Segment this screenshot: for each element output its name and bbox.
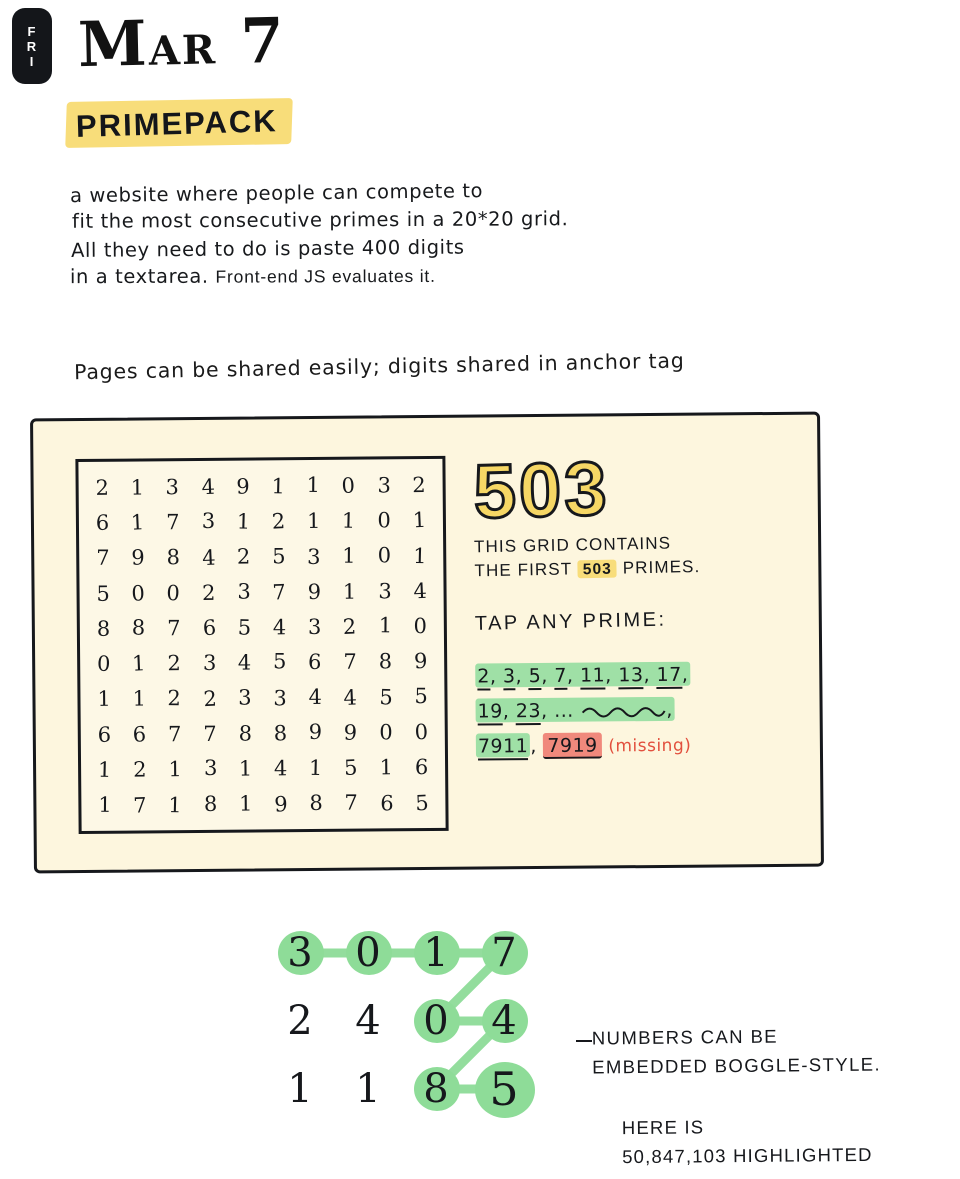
digit-grid[interactable] [78, 459, 445, 831]
grid-digit[interactable]: 1 [412, 543, 427, 568]
grid-digit[interactable]: 3 [376, 472, 391, 498]
grid-digit[interactable]: 6 [201, 615, 217, 641]
grid-digit[interactable]: 7 [271, 579, 287, 605]
boggle-side-note [592, 1020, 881, 1081]
grid-digit[interactable]: 0 [379, 720, 393, 745]
prime-list-ellipsis: ... [554, 699, 574, 722]
grid-digit[interactable]: 9 [236, 474, 250, 499]
grid-digit[interactable]: 2 [167, 685, 182, 710]
description-line-1: a website where people can compete to [69, 179, 484, 208]
description-line-4a: in a textarea. [69, 264, 209, 289]
badge-line-3: I [29, 53, 35, 69]
bottom-note-line-2 [622, 1140, 873, 1171]
prime-count-caption [474, 529, 805, 584]
grid-digit[interactable]: 3 [202, 650, 217, 676]
boggle-cell[interactable]: 2 [287, 998, 313, 1044]
grid-digit[interactable]: 8 [378, 649, 393, 674]
boggle-cell[interactable]: 0 [340, 925, 396, 981]
grid-digit[interactable]: 5 [414, 683, 428, 708]
prime-count-container [472, 445, 804, 535]
grid-digit[interactable]: 2 [342, 614, 358, 639]
prime-item[interactable]: 7 [554, 665, 567, 690]
grid-digit[interactable]: 1 [306, 472, 321, 497]
grid-digit[interactable]: 9 [307, 579, 322, 604]
prime-item[interactable]: 7911 [478, 735, 529, 760]
day-of-week-badge [12, 8, 52, 84]
grid-digit[interactable]: 8 [131, 615, 146, 640]
grid-digit[interactable]: 2 [133, 757, 147, 782]
grid-digit[interactable]: 1 [308, 755, 323, 781]
grid-digit[interactable]: 7 [132, 792, 148, 818]
grid-digit[interactable]: 1 [130, 475, 145, 500]
grid-digit[interactable]: 0 [413, 613, 428, 638]
caption-count-highlight: 503 [578, 560, 618, 579]
boggle-cell[interactable]: 5 [476, 1061, 532, 1117]
caption-line-2-after: PRIMES. [622, 556, 701, 578]
grid-digit[interactable]: 4 [272, 615, 287, 640]
mock-app-window [30, 412, 824, 874]
project-name-highlight [65, 98, 292, 148]
boggle-diagram [272, 925, 582, 1140]
caption-line-2-before: THE FIRST [474, 559, 573, 581]
prime-list-row-3[interactable]: 7911, 7919 (missing) [476, 727, 806, 766]
grid-digit[interactable]: 3 [201, 508, 215, 533]
highlighted-number: 50,847,103 [622, 1145, 727, 1168]
grid-digit[interactable]: 8 [309, 791, 323, 816]
badge-line-1: F [27, 23, 37, 39]
grid-digit[interactable]: 1 [97, 687, 111, 712]
caption-line-2 [474, 553, 804, 584]
grid-digit[interactable]: 5 [237, 615, 252, 640]
grid-digit[interactable]: 4 [343, 684, 358, 710]
tap-any-prime-label: TAP ANY PRIME: [474, 608, 667, 635]
boggle-cell[interactable]: 1 [408, 925, 464, 981]
grid-digit[interactable]: 0 [166, 580, 181, 605]
digit-grid-box[interactable] [75, 456, 448, 834]
grid-digit[interactable]: 1 [379, 755, 394, 780]
grid-digit[interactable]: 4 [237, 650, 252, 675]
prime-list-row-2[interactable] [475, 692, 805, 730]
project-name-container [66, 98, 292, 148]
grid-digit[interactable]: 1 [412, 507, 427, 533]
boggle-cell[interactable]: 4 [355, 998, 381, 1044]
grid-digit[interactable]: 5 [272, 649, 287, 674]
grid-digit[interactable]: 3 [273, 685, 288, 710]
grid-digit[interactable]: 4 [273, 756, 288, 781]
title-day: 7 [239, 3, 287, 78]
title-month-initial: M [77, 6, 150, 82]
prime-item[interactable]: 11 [580, 664, 605, 689]
highlighted-number-note [622, 1111, 873, 1171]
prime-item[interactable]: 19 [478, 700, 503, 725]
grid-digit[interactable]: 6 [132, 721, 147, 747]
share-note: Pages can be shared easily; digits shared in anchor tag [73, 348, 685, 385]
grid-digit[interactable]: 1 [306, 508, 321, 533]
grid-digit[interactable]: 1 [168, 757, 182, 782]
grid-digit[interactable]: 5 [343, 755, 359, 780]
grid-digit[interactable]: 4 [308, 685, 323, 710]
grid-digit[interactable]: 4 [412, 578, 428, 603]
prime-item[interactable]: 23 [516, 700, 541, 725]
grid-digit[interactable]: 7 [203, 721, 217, 746]
grid-digit[interactable]: 9 [273, 791, 289, 816]
grid-digit[interactable]: 6 [379, 790, 394, 815]
boggle-cell[interactable]: 3 [272, 925, 328, 981]
grid-digit[interactable]: 1 [271, 473, 286, 499]
grid-digit[interactable]: 1 [341, 508, 356, 533]
badge-line-2: R [26, 38, 38, 54]
grid-digit[interactable]: 7 [167, 721, 182, 746]
grid-digit[interactable]: 1 [342, 542, 357, 567]
grid-digit[interactable]: 0 [377, 508, 391, 533]
prime-item[interactable]: 5 [529, 665, 542, 690]
grid-digit[interactable]: 6 [307, 649, 322, 675]
grid-digit[interactable]: 5 [272, 544, 286, 569]
highlighted-number-suffix: HIGHLIGHTED [732, 1143, 873, 1167]
grid-digit[interactable]: 1 [168, 792, 183, 817]
grid-digit[interactable]: 5 [378, 684, 393, 709]
grid-digit[interactable]: 6 [414, 754, 429, 780]
prime-row-2-highlight[interactable]: 19, 23, ... , [475, 697, 674, 723]
grid-digit[interactable]: 3 [377, 578, 392, 604]
prime-list-row-1[interactable] [475, 657, 805, 695]
project-name: PRIMEPACK [75, 103, 279, 144]
boggle-cell[interactable]: 1 [287, 1066, 313, 1112]
grid-digit[interactable]: 5 [414, 790, 429, 815]
mock-right-pane [473, 445, 806, 766]
grid-digit[interactable]: 1 [131, 651, 147, 676]
side-note-line-2: EMBEDDED BOGGLE-STYLE. [592, 1053, 882, 1078]
missing-prime-note: (missing) [608, 735, 692, 757]
grid-digit[interactable]: 6 [97, 722, 112, 747]
grid-digit[interactable]: 7 [344, 789, 359, 815]
boggle-cell[interactable]: 4 [476, 993, 532, 1049]
description-line-4 [70, 261, 750, 291]
description-line-2: fit the most consecutive primes in a 20*20 grid. [71, 207, 569, 233]
grid-digit[interactable]: 4 [200, 474, 216, 499]
boggle-cell[interactable]: 1 [355, 1066, 381, 1112]
prime-row-1-highlight[interactable]: 2, 3, 5, 7, 11, 13, 17, [475, 662, 690, 688]
grid-digit[interactable]: 7 [96, 545, 110, 570]
grid-digit[interactable]: 6 [95, 510, 110, 535]
prime-count-value: 503 [472, 446, 611, 535]
missing-prime-item[interactable]: 7919 [543, 732, 602, 759]
grid-digit[interactable]: 5 [96, 581, 110, 606]
grid-digit[interactable]: 1 [378, 613, 392, 638]
grid-digit[interactable]: 8 [203, 792, 218, 817]
grid-digit[interactable]: 0 [96, 651, 111, 677]
grid-digit[interactable]: 1 [239, 791, 253, 816]
grid-digit[interactable]: 8 [238, 721, 253, 746]
grid-digit[interactable]: 7 [167, 615, 181, 641]
boggle-cell[interactable]: 0 [408, 993, 464, 1049]
grid-digit[interactable]: 3 [307, 544, 322, 569]
grid-digit[interactable]: 8 [166, 545, 181, 570]
grid-digit[interactable]: 3 [237, 579, 251, 604]
grid-digit[interactable]: 9 [343, 720, 358, 745]
grid-digit[interactable]: 1 [97, 757, 112, 783]
grid-digit[interactable]: 1 [130, 510, 145, 535]
grid-digit[interactable]: 2 [271, 508, 286, 534]
prime-item[interactable]: 17 [657, 664, 682, 689]
grid-digit[interactable]: 3 [203, 755, 218, 780]
prime-row-3-highlight[interactable] [476, 733, 531, 757]
caption-line-1: THIS GRID CONTAINS [473, 533, 672, 557]
prime-item[interactable]: 2 [477, 665, 490, 690]
page-title [77, 4, 286, 81]
grid-digit[interactable]: 7 [343, 649, 357, 674]
grid-digit[interactable]: 0 [131, 580, 146, 606]
description-line-3: All they need to do is paste 400 digits [70, 235, 465, 262]
boggle-cell[interactable]: 8 [408, 1061, 464, 1117]
grid-digit[interactable]: 2 [412, 472, 426, 497]
grid-digit[interactable]: 0 [341, 473, 356, 498]
grid-digit[interactable]: 1 [132, 686, 147, 712]
side-note-line-1: NUMBERS CAN BE [591, 1025, 779, 1049]
grid-digit[interactable]: 1 [238, 756, 253, 781]
grid-digit[interactable]: 3 [165, 474, 180, 500]
grid-digit[interactable]: 1 [98, 792, 112, 817]
prime-item[interactable]: 13 [618, 664, 643, 689]
grid-digit[interactable]: 9 [308, 719, 323, 744]
grid-digit[interactable]: 8 [96, 616, 111, 641]
grid-digit[interactable]: 2 [201, 580, 216, 605]
grid-digit[interactable]: 2 [167, 651, 181, 676]
grid-digit[interactable]: 3 [238, 685, 252, 711]
grid-digit[interactable]: 8 [273, 720, 288, 746]
grid-digit[interactable]: 7 [166, 510, 180, 535]
prime-list[interactable] [475, 657, 806, 766]
grid-digit[interactable]: 4 [201, 544, 216, 570]
bottom-note-line-1: HERE IS [621, 1116, 705, 1139]
description-line-4b: Front-end JS evaluates it. [215, 265, 436, 287]
grid-digit[interactable]: 2 [236, 544, 251, 569]
squiggle-line-icon [580, 702, 666, 719]
grid-digit[interactable]: 3 [307, 614, 322, 639]
grid-digit[interactable]: 9 [413, 648, 428, 674]
grid-digit[interactable]: 0 [377, 543, 392, 568]
title-month-rest: AR [148, 26, 218, 75]
grid-digit[interactable]: 2 [95, 475, 110, 500]
grid-digit[interactable]: 9 [131, 545, 145, 570]
grid-digit[interactable]: 1 [342, 579, 357, 604]
grid-digit[interactable]: 0 [413, 719, 429, 745]
grid-digit[interactable]: 2 [202, 686, 217, 711]
grid-digit[interactable]: 1 [236, 509, 251, 534]
description-paragraph [70, 178, 750, 290]
boggle-cell[interactable]: 7 [476, 925, 532, 981]
prime-item[interactable]: 3 [503, 665, 516, 690]
